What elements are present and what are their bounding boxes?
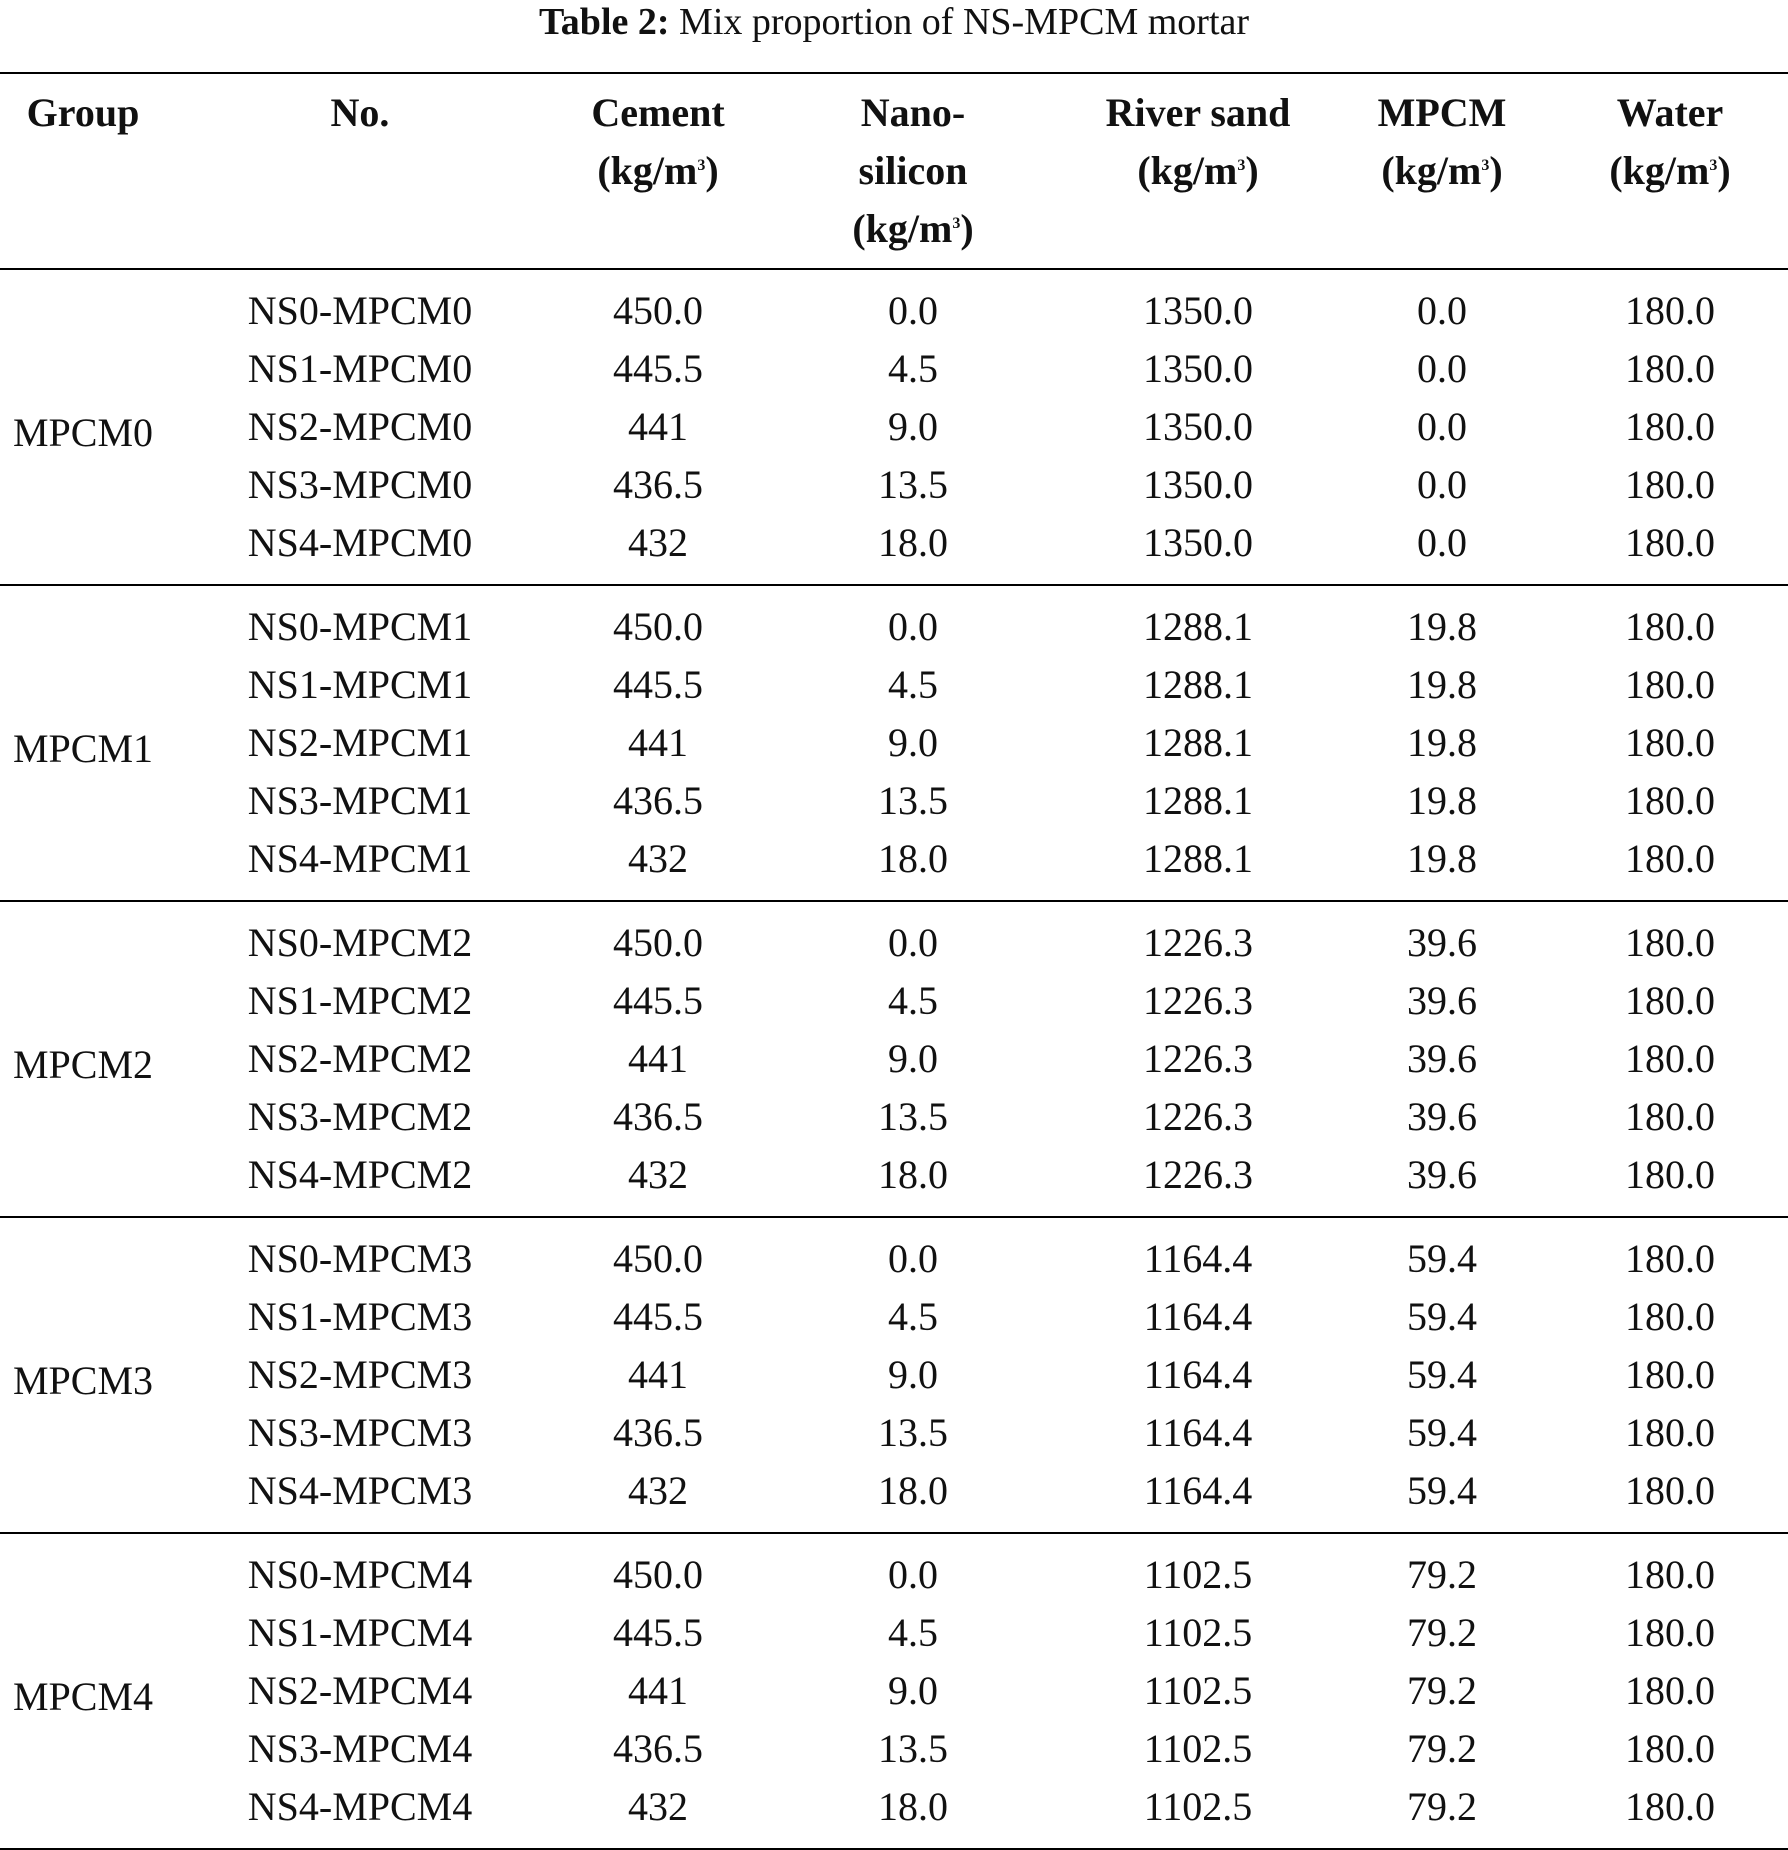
- nano-silicon-cell: 0.0: [888, 1552, 938, 1597]
- river-sand-cell: 1350.0: [1143, 462, 1253, 507]
- group-cell: MPCM4: [12, 1674, 154, 1719]
- nano-silicon-cell: 0.0: [888, 604, 938, 649]
- water-cell: 180.0: [1625, 662, 1715, 707]
- water-cell: 180.0: [1625, 1294, 1715, 1339]
- water-cell: 180.0: [1625, 288, 1715, 333]
- river-sand-cell: 1164.4: [1143, 1352, 1253, 1397]
- river-sand-cell: 1350.0: [1143, 404, 1253, 449]
- cement-cell: 432: [628, 836, 688, 881]
- river-sand-cell: 1350.0: [1143, 520, 1253, 565]
- river-sand-cell: 1288.1: [1143, 836, 1253, 881]
- nano-silicon-cell: 9.0: [888, 720, 938, 765]
- nano-silicon-cell: 9.0: [888, 1036, 938, 1081]
- river-sand-cell: 1288.1: [1143, 720, 1253, 765]
- river-sand-cell: 1226.3: [1143, 1036, 1253, 1081]
- sample-no-cell: NS0-MPCM3: [247, 1236, 473, 1281]
- mpcm-cell: 39.6: [1407, 978, 1477, 1023]
- water-cell: 180.0: [1625, 1152, 1715, 1197]
- nano-silicon-cell: 13.5: [878, 1094, 948, 1139]
- water-cell: 180.0: [1625, 1468, 1715, 1513]
- river-sand-cell: 1226.3: [1143, 1094, 1253, 1139]
- cement-cell: 432: [628, 1152, 688, 1197]
- water-cell: 180.0: [1625, 1094, 1715, 1139]
- water-cell: 180.0: [1625, 778, 1715, 823]
- water-cell: 180.0: [1625, 1610, 1715, 1655]
- nano-silicon-cell: 18.0: [878, 1152, 948, 1197]
- table-row: [0, 1288, 1788, 1346]
- river-sand-cell: 1102.5: [1143, 1726, 1253, 1771]
- mpcm-cell: 0.0: [1417, 462, 1467, 507]
- nano-silicon-cell: 0.0: [888, 920, 938, 965]
- nano-silicon-cell: 4.5: [888, 662, 938, 707]
- water-cell: 180.0: [1625, 346, 1715, 391]
- river-sand-cell: 1288.1: [1143, 604, 1253, 649]
- caption-label: Table 2:: [538, 1, 670, 43]
- mpcm-cell: 0.0: [1417, 404, 1467, 449]
- river-sand-cell: 1164.4: [1143, 1294, 1253, 1339]
- nano-silicon-cell: 4.5: [888, 978, 938, 1023]
- river-sand-cell: 1350.0: [1143, 288, 1253, 333]
- header-group: Group: [26, 90, 140, 135]
- cement-cell: 441: [628, 1668, 688, 1713]
- nano-silicon-cell: 18.0: [878, 1468, 948, 1513]
- nano-silicon-cell: 13.5: [878, 1410, 948, 1455]
- table-row: [0, 398, 1788, 456]
- mpcm-cell: 79.2: [1407, 1668, 1477, 1713]
- mpcm-cell: 0.0: [1417, 288, 1467, 333]
- table-header: [0, 73, 1788, 269]
- water-cell: 180.0: [1625, 1410, 1715, 1455]
- nano-silicon-cell: 18.0: [878, 1784, 948, 1829]
- water-cell: 180.0: [1625, 720, 1715, 765]
- mpcm-cell: 59.4: [1407, 1468, 1477, 1513]
- sample-no-cell: NS1-MPCM1: [247, 662, 473, 707]
- group-cell: MPCM3: [12, 1358, 154, 1403]
- group-section-mpcm3: [0, 1217, 1788, 1533]
- mpcm-cell: 0.0: [1417, 520, 1467, 565]
- sample-no-cell: NS4-MPCM3: [247, 1468, 473, 1513]
- mpcm-cell: 19.8: [1407, 662, 1477, 707]
- river-sand-cell: 1226.3: [1143, 920, 1253, 965]
- cement-cell: 450.0: [613, 920, 703, 965]
- nano-silicon-cell: 4.5: [888, 1610, 938, 1655]
- sample-no-cell: NS1-MPCM3: [247, 1294, 473, 1339]
- water-cell: 180.0: [1625, 520, 1715, 565]
- river-sand-cell: 1226.3: [1143, 1152, 1253, 1197]
- river-sand-cell: 1102.5: [1143, 1784, 1253, 1829]
- header-row: [0, 73, 1788, 269]
- nano-silicon-cell: 9.0: [888, 1668, 938, 1713]
- water-cell: 180.0: [1625, 1236, 1715, 1281]
- cement-cell: 450.0: [613, 1552, 703, 1597]
- table-row: [0, 714, 1788, 772]
- sample-no-cell: NS2-MPCM1: [247, 720, 473, 765]
- cement-cell: 436.5: [613, 1410, 703, 1455]
- river-sand-cell: 1164.4: [1143, 1410, 1253, 1455]
- mpcm-cell: 19.8: [1407, 604, 1477, 649]
- sample-no-cell: NS3-MPCM3: [247, 1410, 473, 1455]
- mpcm-cell: 79.2: [1407, 1784, 1477, 1829]
- mpcm-cell: 79.2: [1407, 1726, 1477, 1771]
- mpcm-cell: 19.8: [1407, 778, 1477, 823]
- cement-cell: 450.0: [613, 288, 703, 333]
- water-cell: 180.0: [1625, 1352, 1715, 1397]
- table-row: [0, 456, 1788, 514]
- water-cell: 180.0: [1625, 978, 1715, 1023]
- mpcm-cell: 79.2: [1407, 1610, 1477, 1655]
- header-cement: Cement $(kg/m^3)$: [591, 90, 725, 193]
- table-row: [0, 1088, 1788, 1146]
- table-row: [0, 269, 1788, 340]
- nano-silicon-cell: 18.0: [878, 836, 948, 881]
- header-nano-silicon: Nano- silicon $(kg/m^3)$: [852, 90, 974, 251]
- cement-cell: 441: [628, 1036, 688, 1081]
- water-cell: 180.0: [1625, 920, 1715, 965]
- table-caption: [0, 0, 1788, 44]
- river-sand-cell: 1164.4: [1143, 1236, 1253, 1281]
- mpcm-cell: 79.2: [1407, 1552, 1477, 1597]
- cement-cell: 441: [628, 404, 688, 449]
- group-section-mpcm4: [0, 1533, 1788, 1849]
- cement-cell: 432: [628, 1468, 688, 1513]
- table-row: [0, 514, 1788, 585]
- sample-no-cell: NS2-MPCM3: [247, 1352, 473, 1397]
- water-cell: 180.0: [1625, 1552, 1715, 1597]
- water-cell: 180.0: [1625, 604, 1715, 649]
- sample-no-cell: NS1-MPCM0: [247, 346, 473, 391]
- caption-text: Mix proportion of NS-MPCM mortar: [679, 1, 1250, 43]
- group-cell: MPCM0: [12, 410, 154, 455]
- nano-silicon-cell: 4.5: [888, 346, 938, 391]
- cement-cell: 445.5: [613, 662, 703, 707]
- water-cell: 180.0: [1625, 1668, 1715, 1713]
- sample-no-cell: NS0-MPCM4: [247, 1552, 473, 1597]
- table-row: [0, 340, 1788, 398]
- nano-silicon-cell: 13.5: [878, 462, 948, 507]
- river-sand-cell: 1288.1: [1143, 662, 1253, 707]
- table-row: [0, 1346, 1788, 1404]
- table-row: [0, 1462, 1788, 1533]
- mpcm-cell: 39.6: [1407, 920, 1477, 965]
- cement-cell: 436.5: [613, 1094, 703, 1139]
- nano-silicon-cell: 4.5: [888, 1294, 938, 1339]
- sample-no-cell: NS2-MPCM0: [247, 404, 473, 449]
- cement-cell: 436.5: [613, 462, 703, 507]
- header-no: No.: [330, 90, 390, 135]
- table-row: [0, 585, 1788, 656]
- water-cell: 180.0: [1625, 836, 1715, 881]
- cement-cell: 445.5: [613, 1294, 703, 1339]
- sample-no-cell: NS4-MPCM1: [247, 836, 473, 881]
- table-row: [0, 772, 1788, 830]
- sample-no-cell: NS3-MPCM0: [247, 462, 473, 507]
- water-cell: 180.0: [1625, 1036, 1715, 1081]
- group-section-mpcm1: [0, 585, 1788, 901]
- mpcm-cell: 39.6: [1407, 1152, 1477, 1197]
- water-cell: 180.0: [1625, 1726, 1715, 1771]
- sample-no-cell: NS3-MPCM4: [247, 1726, 473, 1771]
- cement-cell: 441: [628, 720, 688, 765]
- river-sand-cell: 1164.4: [1143, 1468, 1253, 1513]
- sample-no-cell: NS4-MPCM0: [247, 520, 473, 565]
- nano-silicon-cell: 0.0: [888, 288, 938, 333]
- table-row: [0, 1778, 1788, 1849]
- sample-no-cell: NS1-MPCM2: [247, 978, 473, 1023]
- river-sand-cell: 1102.5: [1143, 1610, 1253, 1655]
- sample-no-cell: NS1-MPCM4: [247, 1610, 473, 1655]
- river-sand-cell: 1102.5: [1143, 1552, 1253, 1597]
- table-row: [0, 1604, 1788, 1662]
- nano-silicon-cell: 18.0: [878, 520, 948, 565]
- group-cell: MPCM2: [12, 1042, 154, 1087]
- mpcm-cell: 59.4: [1407, 1410, 1477, 1455]
- nano-silicon-cell: 0.0: [888, 1236, 938, 1281]
- sample-no-cell: NS4-MPCM2: [247, 1152, 473, 1197]
- table-row: [0, 1662, 1788, 1720]
- mpcm-cell: 19.8: [1407, 836, 1477, 881]
- mpcm-cell: 59.4: [1407, 1236, 1477, 1281]
- nano-silicon-cell: 13.5: [878, 1726, 948, 1771]
- mpcm-cell: 39.6: [1407, 1094, 1477, 1139]
- mix-proportion-table: [0, 72, 1788, 1850]
- nano-silicon-cell: 13.5: [878, 778, 948, 823]
- cement-cell: 432: [628, 520, 688, 565]
- river-sand-cell: 1350.0: [1143, 346, 1253, 391]
- table-row: [0, 1030, 1788, 1088]
- table-row: [0, 1146, 1788, 1217]
- river-sand-cell: 1226.3: [1143, 978, 1253, 1023]
- cement-cell: 436.5: [613, 778, 703, 823]
- header-water: Water $(kg/m^3)$: [1609, 90, 1731, 193]
- mpcm-cell: 39.6: [1407, 1036, 1477, 1081]
- cement-cell: 445.5: [613, 978, 703, 1023]
- cement-cell: 432: [628, 1784, 688, 1829]
- table-row: [0, 901, 1788, 972]
- sample-no-cell: NS3-MPCM2: [247, 1094, 473, 1139]
- table-row: [0, 972, 1788, 1030]
- group-cell: MPCM1: [12, 726, 154, 771]
- river-sand-cell: 1102.5: [1143, 1668, 1253, 1713]
- cement-cell: 445.5: [613, 346, 703, 391]
- table-row: [0, 1404, 1788, 1462]
- cement-cell: 450.0: [613, 604, 703, 649]
- sample-no-cell: NS0-MPCM0: [247, 288, 473, 333]
- water-cell: 180.0: [1625, 462, 1715, 507]
- table-row: [0, 830, 1788, 901]
- nano-silicon-cell: 9.0: [888, 404, 938, 449]
- water-cell: 180.0: [1625, 1784, 1715, 1829]
- table-row: [0, 1720, 1788, 1778]
- cement-cell: 441: [628, 1352, 688, 1397]
- river-sand-cell: 1288.1: [1143, 778, 1253, 823]
- table-row: [0, 1217, 1788, 1288]
- group-section-mpcm2: [0, 901, 1788, 1217]
- water-cell: 180.0: [1625, 404, 1715, 449]
- nano-silicon-cell: 9.0: [888, 1352, 938, 1397]
- table-row: [0, 1533, 1788, 1604]
- header-mpcm: MPCM $(kg/m^3)$: [1377, 90, 1507, 193]
- cement-cell: 450.0: [613, 1236, 703, 1281]
- sample-no-cell: NS0-MPCM2: [247, 920, 473, 965]
- mpcm-cell: 19.8: [1407, 720, 1477, 765]
- table-row: [0, 656, 1788, 714]
- cement-cell: 445.5: [613, 1610, 703, 1655]
- cement-cell: 436.5: [613, 1726, 703, 1771]
- sample-no-cell: NS3-MPCM1: [247, 778, 473, 823]
- mpcm-cell: 59.4: [1407, 1294, 1477, 1339]
- mpcm-cell: 0.0: [1417, 346, 1467, 391]
- sample-no-cell: NS2-MPCM2: [247, 1036, 473, 1081]
- sample-no-cell: NS4-MPCM4: [247, 1784, 473, 1829]
- header-river-sand: River sand $(kg/m^3)$: [1105, 90, 1291, 193]
- sample-no-cell: NS0-MPCM1: [247, 604, 473, 649]
- sample-no-cell: NS2-MPCM4: [247, 1668, 473, 1713]
- group-section-mpcm0: [0, 269, 1788, 585]
- mpcm-cell: 59.4: [1407, 1352, 1477, 1397]
